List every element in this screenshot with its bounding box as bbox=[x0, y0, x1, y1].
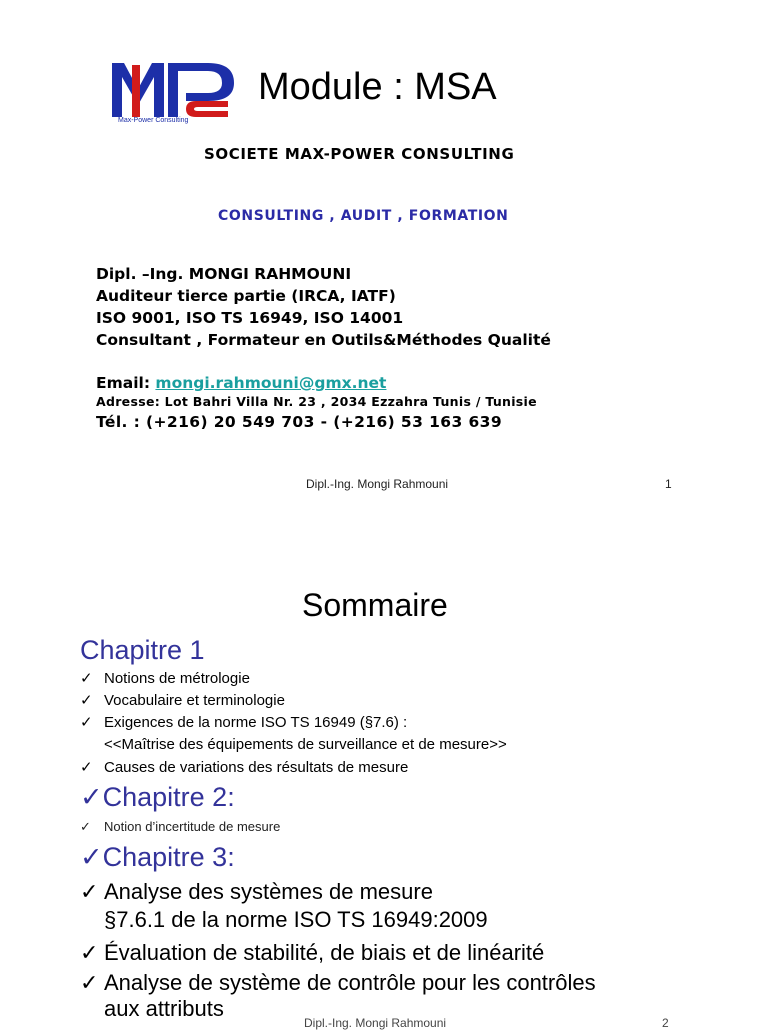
checkmark-icon: ✓ bbox=[80, 940, 99, 965]
list-item: ✓ Analyse des systèmes de mesure bbox=[80, 879, 433, 904]
author-role: Auditeur tierce partie (IRCA, IATF) bbox=[96, 287, 396, 305]
checkmark-icon: ✓ bbox=[80, 819, 91, 834]
list-item: ✓ Évaluation de stabilité, de biais et de linéarité bbox=[80, 940, 545, 965]
page-number: 1 bbox=[665, 477, 672, 491]
author-standards: ISO 9001, ISO TS 16949, ISO 14001 bbox=[96, 309, 404, 327]
author-function: Consultant , Formateur en Outils&Méthodes Qualité bbox=[96, 331, 551, 349]
chapter-3-heading: ✓Chapitre 3: bbox=[80, 842, 235, 872]
footer-author: Dipl.-Ing. Mongi Rahmouni bbox=[306, 477, 449, 491]
list-item-continuation: §7.6.1 de la norme ISO TS 16949:2009 bbox=[104, 907, 488, 932]
postal-address: Adresse: Lot Bahri Villa Nr. 23 , 2034 Ezzahra Tunis / Tunisie bbox=[96, 394, 537, 409]
checkmark-icon: ✓ bbox=[80, 782, 103, 812]
checkmark-icon: ✓ bbox=[80, 670, 93, 687]
logo-caption: Max-Power Consulting bbox=[118, 117, 189, 124]
checkmark-icon: ✓ bbox=[80, 714, 93, 731]
services-line: CONSULTING , AUDIT , FORMATION bbox=[218, 208, 509, 224]
company-logo bbox=[108, 55, 238, 130]
page-number-2: 2 bbox=[662, 1016, 669, 1030]
module-title: Module : MSA bbox=[258, 66, 497, 108]
email-link[interactable]: mongi.rahmouni@gmx.net bbox=[155, 374, 387, 392]
summary-title: Sommaire bbox=[302, 587, 448, 623]
footer-author-2: Dipl.-Ing. Mongi Rahmouni bbox=[304, 1016, 447, 1030]
email-row bbox=[96, 373, 386, 394]
checkmark-icon: ✓ bbox=[80, 759, 93, 776]
checkmark-icon: ✓ bbox=[80, 842, 103, 872]
author-name: Dipl. –Ing. MONGI RAHMOUNI bbox=[96, 265, 352, 283]
list-item: ✓ Vocabulaire et terminologie bbox=[80, 692, 285, 709]
list-item-continuation: aux attributs bbox=[104, 996, 224, 1021]
checkmark-icon: ✓ bbox=[80, 879, 99, 904]
chapter-1-heading: Chapitre 1 bbox=[80, 635, 205, 665]
list-item-continuation: <<Maîtrise des équipements de surveillance et de mesure>> bbox=[104, 736, 507, 753]
email-label: Email: bbox=[96, 374, 156, 392]
checkmark-icon: ✓ bbox=[80, 692, 93, 709]
checkmark-icon: ✓ bbox=[80, 970, 99, 995]
list-item: ✓ Exigences de la norme ISO TS 16949 (§7.6) : bbox=[80, 714, 408, 731]
chapter-2-heading: ✓Chapitre 2: bbox=[80, 782, 235, 812]
company-name: SOCIETE MAX-POWER CONSULTING bbox=[204, 145, 515, 163]
list-item: ✓ Analyse de système de contrôle pour les contrôles bbox=[80, 970, 596, 995]
list-item: ✓ Causes de variations des résultats de mesure bbox=[80, 759, 409, 776]
phone-numbers: Tél. : (+216) 20 549 703 - (+216) 53 163 639 bbox=[96, 413, 503, 431]
list-item: ✓ Notions de métrologie bbox=[80, 670, 250, 687]
list-item: ✓ Notion d’incertitude de mesure bbox=[80, 819, 281, 834]
